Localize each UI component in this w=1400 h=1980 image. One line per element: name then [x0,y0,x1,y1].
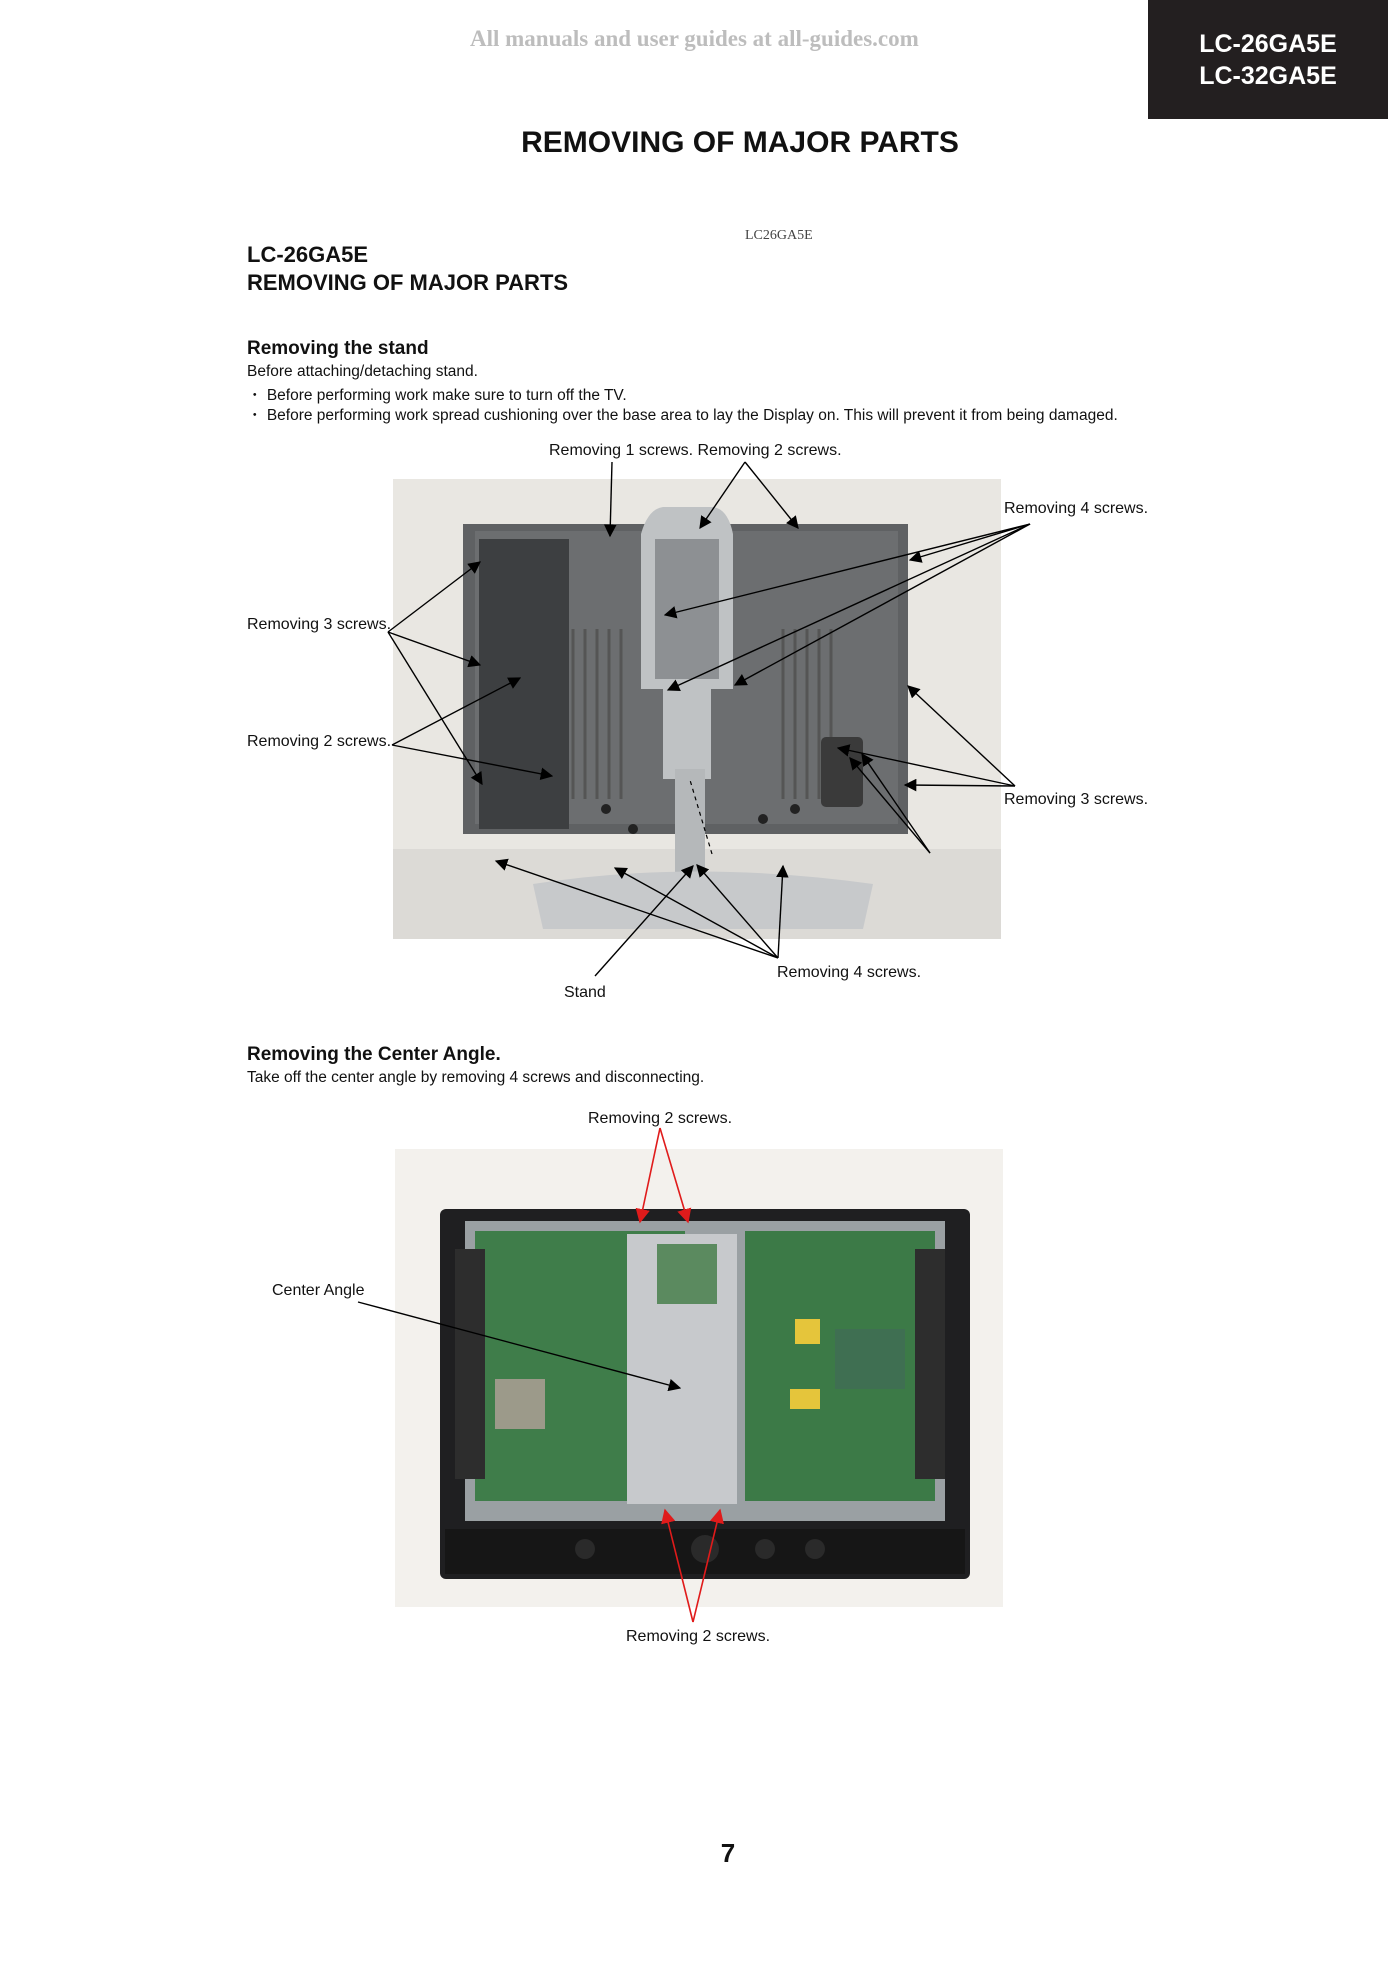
arrow [358,1302,680,1388]
arrow [908,686,1015,786]
red-arrow [660,1128,688,1222]
stand-heading: Removing the stand [247,338,429,359]
label-stand: Stand [564,984,606,1001]
label-bottom-screws: Removing 4 screws. [777,964,922,981]
section-title: REMOVING OF MAJOR PARTS [247,270,569,295]
document-code: LC26GA5E [745,228,813,243]
arrow [392,745,552,776]
arrow [392,678,520,745]
arrow [778,866,783,958]
model-number: LC-26GA5E [1199,29,1337,58]
arrow [700,462,745,528]
arrow [735,524,1030,685]
center-angle-text: Take off the center angle by removing 4 screws and disconnecting. [247,1069,705,1086]
arrow [388,632,482,784]
arrow [850,758,930,853]
arrow [388,562,480,632]
arrow [745,462,798,528]
red-arrow [665,1510,693,1622]
arrow [905,785,1015,786]
arrow [595,866,693,976]
label-left-mid-screws: Removing 3 screws. [247,616,392,633]
label-right-lower-screws: Removing 3 screws. [1004,791,1149,808]
section-model: LC-26GA5E [247,242,369,267]
label-right-top-screws: Removing 4 screws. [1004,500,1149,517]
label-left-lower-screws: Removing 2 screws. [247,733,392,750]
arrow [388,632,480,665]
page-title: REMOVING OF MAJOR PARTS [521,126,959,159]
model-number: LC-32GA5E [1199,61,1337,90]
arrow [615,868,778,958]
bullet-item: ・ Before performing work make sure to turn off the TV. [247,387,627,404]
label-top-screws: Removing 1 screws. Removing 2 screws. [549,442,842,459]
label-center-angle: Center Angle [272,1282,365,1299]
red-arrow [693,1510,720,1622]
label-bottom-2-screws: Removing 2 screws. [626,1628,771,1645]
arrow [862,754,930,853]
arrow [910,524,1030,560]
bullet-mark: ・ [247,407,267,424]
label-top-2-screws: Removing 2 screws. [588,1110,733,1127]
red-arrow [640,1128,660,1222]
bullet-mark: ・ [247,387,267,404]
watermark: All manuals and user guides at all-guides.com [470,26,919,51]
stand-intro: Before attaching/detaching stand. [247,363,478,380]
center-angle-heading: Removing the Center Angle. [247,1044,501,1065]
bullet-item: ・ Before performing work spread cushioning over the base area to lay the Display on. This will prevent it from being damaged. [247,407,1118,424]
arrow [665,524,1030,615]
arrow [610,462,612,536]
arrow [838,748,1015,786]
page-number: 7 [720,1838,736,1868]
dashed-guide [690,780,712,854]
arrow [668,524,1030,690]
